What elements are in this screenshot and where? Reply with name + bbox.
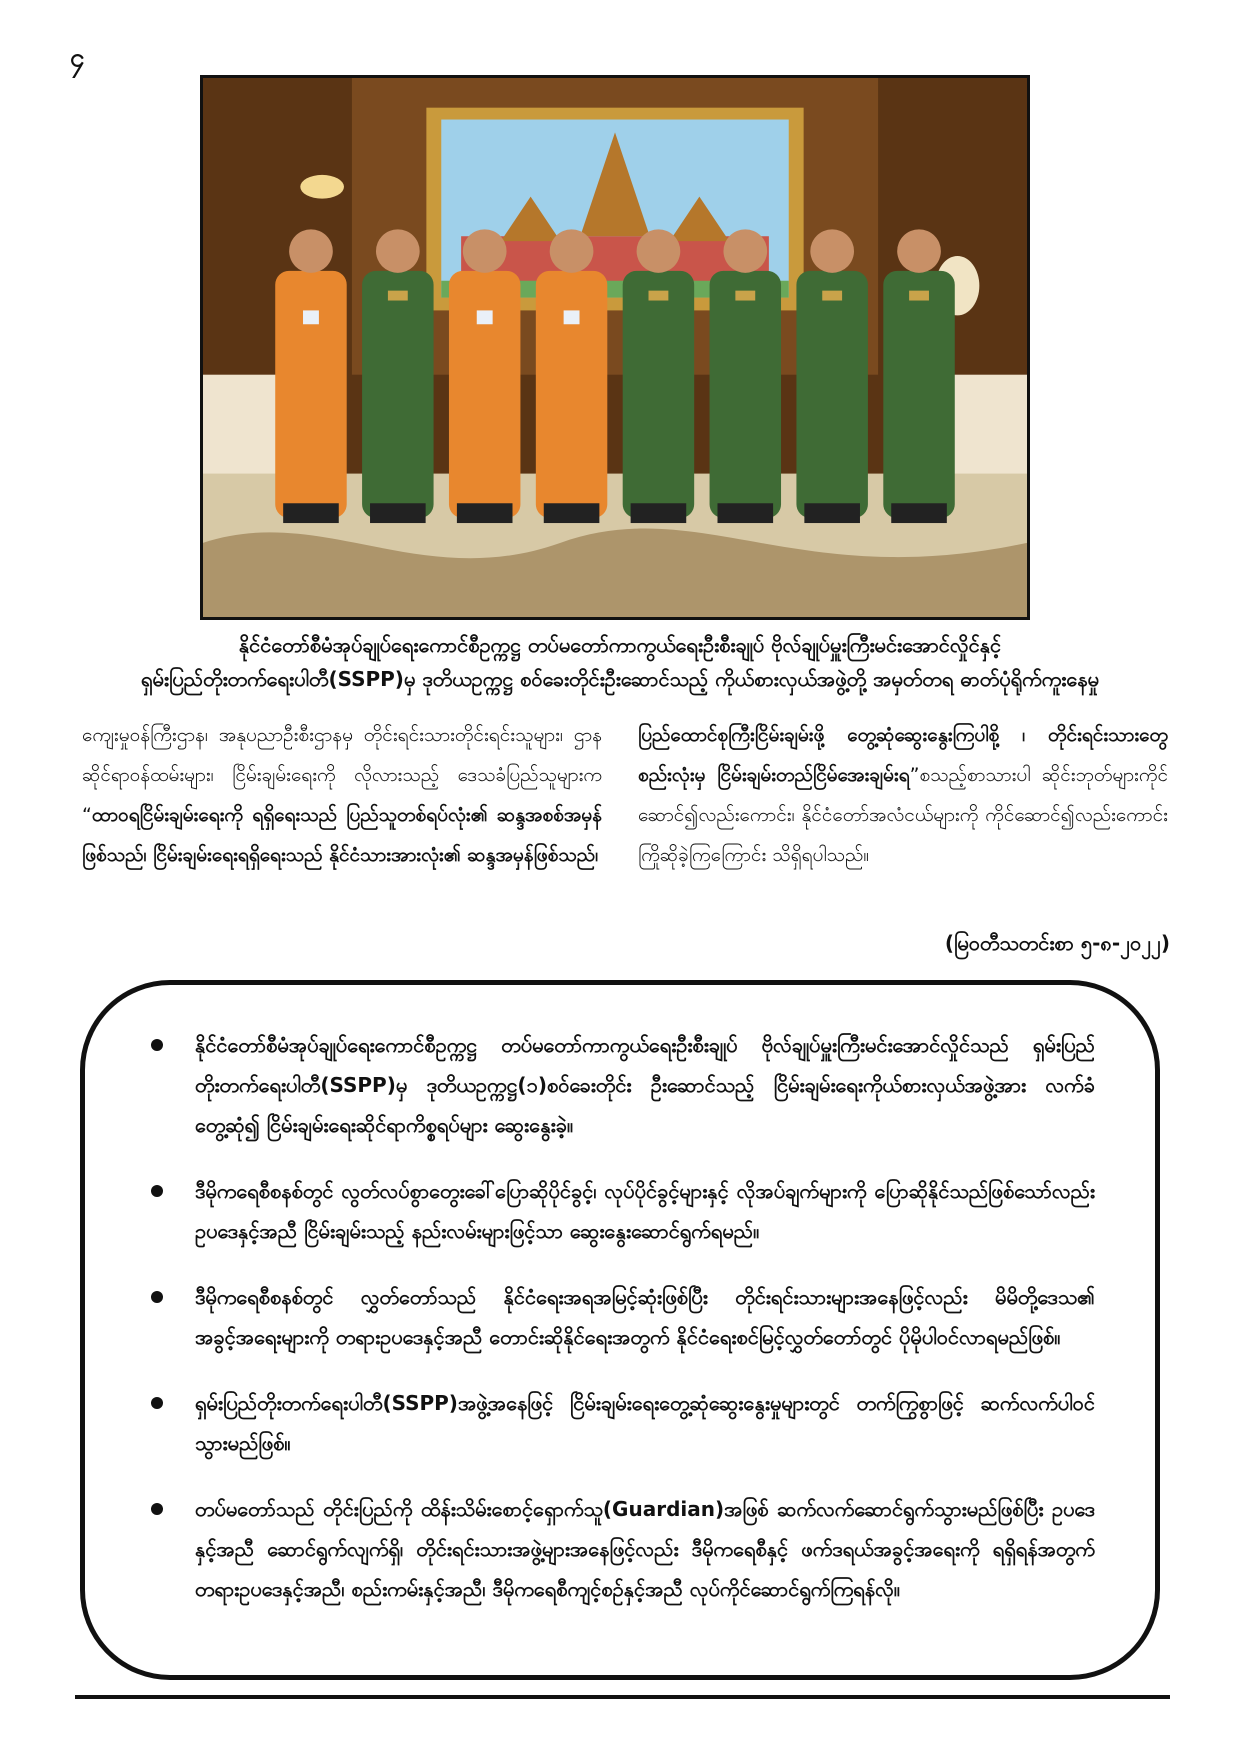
list-item xyxy=(145,1383,1095,1463)
photo-caption xyxy=(120,628,1120,696)
person-shoes xyxy=(283,503,339,523)
person-shoes xyxy=(631,503,687,523)
person-figure xyxy=(275,229,346,523)
person-head xyxy=(550,229,594,273)
person-body xyxy=(362,271,433,518)
person-body xyxy=(449,271,520,518)
person-body xyxy=(710,271,781,518)
person-body xyxy=(796,271,867,518)
person-head xyxy=(376,229,420,273)
person-figure xyxy=(536,229,607,523)
person-figure xyxy=(449,229,520,523)
id-badge xyxy=(477,310,493,324)
rank-insignia xyxy=(388,291,408,301)
list-item-text: ရှမ်းပြည်တိုးတက်ရေးပါတီ(SSPP)အဖွဲ့အနေဖြင့် ငြိမ်းချမ်းရေးတွေ့ဆုံဆွေးနွေးမှုများတွင် တက်ကြွစွာဖြင့် ဆက်လက်ပါဝင်သွားမည်ဖြစ်။ xyxy=(195,1391,1095,1455)
list-item-text: နိုင်ငံတော်စီမံအုပ်ချုပ်ရေးကောင်စီဥက္ကဋ္ဌ တပ်မတော်ကာကွယ်ရေးဦးစီးချုပ် ဗိုလ်ချုပ်မှူးကြီးမင်းအောင်လှိုင်သည် ရှမ်းပြည်တိုးတက်ရေးပါတီ(SSPP)မှ ဒုတိယဥက္ကဋ္ဌ(၁)စဝ်ခေးတိုင်း ဦးဆောင်သည့် ငြိမ်းချမ်းရေးကိုယ်စားလှယ်အဖွဲ့အား လက်ခံတွေ့ဆုံ၍ ငြိမ်းချမ်းရေးဆိုင်ရာကိစ္စရပ်များ ဆွေးနွေးခဲ့။ xyxy=(195,1033,1095,1137)
source-citation: (မြဝတီသတင်းစာ ၅-၈-၂၀၂၂) xyxy=(944,931,1170,955)
rank-insignia xyxy=(649,291,669,301)
bullet-icon xyxy=(151,1503,163,1515)
body-column-right xyxy=(638,715,1168,875)
person-head xyxy=(289,229,333,273)
group-photo-illustration xyxy=(203,78,1027,617)
id-badge xyxy=(303,310,319,324)
list-item-text: ဒီမိုကရေစီစနစ်တွင် လွှတ်တော်သည် နိုင်ငံရေးအရအမြင့်ဆုံးဖြစ်ပြီး တိုင်းရင်းသားများအနေဖြင့်လည်း မိမိတို့ဒေသ၏ အခွင့်အရေးများကို တရားဥပဒေနှင့်အညီ တောင်းဆိုနိုင်ရေးအတွက် နိုင်ငံရေးစင်မြင့်လွှတ်တော်တွင် ပိုမိုပါဝင်လာရမည်ဖြစ်။ xyxy=(195,1285,1095,1349)
list-item xyxy=(145,1025,1095,1145)
body-right-bold: ပြည်ထောင်စုကြီးငြိမ်းချမ်းဖို့ တွေ့ဆုံဆွေးနွေးကြပါစို့ ၊ တိုင်းရင်းသားတွေစည်းလုံးမှ ငြိမ်းချမ်းတည်ငြိမ်အေးချမ်းရ xyxy=(638,724,1168,786)
person-head xyxy=(810,229,854,273)
list-item-text: တပ်မတော်သည် တိုင်းပြည်ကို ထိန်းသိမ်းစောင့်ရှောက်သူ(Guardian)အဖြစ် ဆက်လက်ဆောင်ရွက်သွားမည်ဖြစ်ပြီး ဥပဒေနှင့်အညီ ဆောင်ရွက်လျက်ရှိ၊ တိုင်းရင်းသားအဖွဲ့များအနေဖြင့်လည်း ဒီမိုကရေစီနှင့် ဖက်ဒရယ်အခွင့်အရေးကို ရရှိရန်အတွက် တရားဥပဒေနှင့်အညီ၊ စည်းကမ်းနှင့်အညီ၊ ဒီမိုကရေစီကျင့်စဉ်နှင့်အညီ လုပ်ကိုင်ဆောင်ရွက်ကြရန်လို။ xyxy=(195,1497,1095,1601)
person-figure xyxy=(362,229,433,523)
body-left-text: ကျေးမှုဝန်ကြီးဌာန၊ အနုပညာဦးစီးဌာနမှ တိုင်းရင်းသားတိုင်းရင်းသူများ၊ ဌာနဆိုင်ရာဝန်ထမ်းများ၊ ငြိမ်းချမ်းရေးကို လိုလားသည့် ဒေသခံပြည်သူများက “ xyxy=(82,724,602,826)
person-shoes xyxy=(891,503,947,523)
rank-insignia xyxy=(735,291,755,301)
bottom-rule xyxy=(75,1695,1170,1699)
list-item xyxy=(145,1171,1095,1251)
person-head xyxy=(897,229,941,273)
person-body xyxy=(275,271,346,518)
person-head xyxy=(723,229,767,273)
bullet-icon xyxy=(151,1185,163,1197)
person-figure xyxy=(883,229,954,523)
rank-insignia xyxy=(909,291,929,301)
person-body xyxy=(536,271,607,518)
person-body xyxy=(623,271,694,518)
person-figure xyxy=(710,229,781,523)
wall-lamp-left xyxy=(300,175,344,199)
body-column-left xyxy=(82,715,602,875)
person-head xyxy=(637,229,681,273)
person-shoes xyxy=(370,503,426,523)
bullet-icon xyxy=(151,1397,163,1409)
bullet-icon xyxy=(151,1291,163,1303)
caption-line-1: နိုင်ငံတော်စီမံအုပ်ချုပ်ရေးကောင်စီဥက္ကဋ္ဌ တပ်မတော်ကာကွယ်ရေးဦးစီးချုပ် ဗိုလ်ချုပ်မှူးကြီးမင်းအောင်လှိုင်နှင့် xyxy=(238,633,1002,657)
person-shoes xyxy=(718,503,774,523)
person-figure xyxy=(623,229,694,523)
person-head xyxy=(463,229,507,273)
person-shoes xyxy=(544,503,600,523)
bullet-icon xyxy=(151,1039,163,1051)
group-photo xyxy=(200,75,1030,620)
list-item xyxy=(145,1489,1095,1609)
person-shoes xyxy=(804,503,860,523)
summary-list xyxy=(85,985,1155,1609)
page-number: ၄ xyxy=(70,43,85,73)
list-item-text: ဒီမိုကရေစီစနစ်တွင် လွတ်လပ်စွာတွေးခေါ်ပြောဆိုပိုင်ခွင့်၊ လုပ်ပိုင်ခွင့်များနှင့် လိုအပ်ချက်များကို ပြောဆိုနိုင်သည်ဖြစ်သော်လည်း ဥပဒေနှင့်အညီ ငြိမ်းချမ်းသည့် နည်းလမ်းများဖြင့်သာ ဆွေးနွေးဆောင်ရွက်ရမည်။ xyxy=(195,1179,1095,1243)
caption-line-2: ရှမ်းပြည်တိုးတက်ရေးပါတီ(SSPP)မှ ဒုတိယဥက္ကဋ္ဌ စဝ်ခေးတိုင်းဦးဆောင်သည့် ကိုယ်စားလှယ်အဖွဲ့တို့ အမှတ်တရ ဓာတ်ပုံရိုက်ကူးနေမှု xyxy=(141,667,1099,691)
summary-box xyxy=(80,980,1160,1680)
body-right-text: ”စသည့်စာသားပါ ဆိုင်းဘုတ်များကိုင်ဆောင်၍လည်းကောင်း၊ နိုင်ငံတော်အလံငယ်များကို ကိုင်ဆောင်၍လည်းကောင်း ကြိုဆိုခဲ့ကြကြောင်း သိရှိရပါသည်။ xyxy=(638,764,1168,866)
body-left-bold: ထာဝရငြိမ်းချမ်းရေးကို ရရှိရေးသည် ပြည်သူတစ်ရပ်လုံး၏ ဆန္ဒအစစ်အမှန်ဖြစ်သည်၊ ငြိမ်းချမ်းရေးရရှိရေးသည် နိုင်ငံသားအားလုံး၏ ဆန္ဒအမှန်ဖြစ်သည်၊ xyxy=(82,804,602,866)
person-shoes xyxy=(457,503,513,523)
person-figure xyxy=(796,229,867,523)
list-item xyxy=(145,1277,1095,1357)
person-body xyxy=(883,271,954,518)
rank-insignia xyxy=(822,291,842,301)
id-badge xyxy=(564,310,580,324)
